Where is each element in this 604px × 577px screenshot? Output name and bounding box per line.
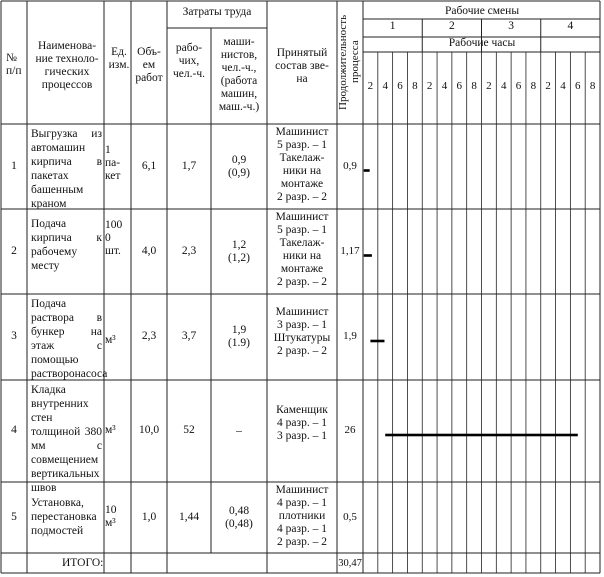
gantt-bar xyxy=(385,434,578,437)
hour-label: 8 xyxy=(412,80,418,92)
row-unit: 100 0 шт. xyxy=(105,219,123,257)
header-unit: Ед. изм. xyxy=(108,46,130,71)
hour-label: 2 xyxy=(426,80,433,92)
header-labor-workers: рабо- чих, чел.-ч. xyxy=(173,42,205,80)
header-volume: Объ- ем работ xyxy=(135,46,163,84)
total-label: ИТОГО: xyxy=(62,557,104,569)
row-workers: 1,44 xyxy=(178,510,200,523)
row-num: 3 xyxy=(11,330,17,342)
hour-label: 2 xyxy=(367,80,374,92)
header-labor-machinists: маши- нистов, чел.-ч., (работа машин, маш.-ч.) xyxy=(218,36,260,113)
hour-label: 8 xyxy=(589,80,596,92)
row-volume: 1,0 xyxy=(141,510,157,523)
header-num: № п/п xyxy=(6,52,22,77)
row-process: Выгрузка из автомашин кирпича в пакетах башенным краном xyxy=(31,128,102,210)
row-process: Подача раствора в бункер на этаж с помощью растворонасоса xyxy=(31,298,108,380)
row-workers: 3,7 xyxy=(181,330,197,342)
row-workers: 52 xyxy=(183,424,195,436)
hour-label: 2 xyxy=(545,80,551,92)
row-crew: Машинист 3 разр. – 1 Штукатуры 2 разр. – 2 xyxy=(273,306,331,357)
row-duration: 0,5 xyxy=(343,510,357,523)
gantt-bar xyxy=(364,254,372,257)
row-duration: 0,9 xyxy=(343,159,357,172)
hour-label: 4 xyxy=(441,80,448,92)
header-crew: Принятый состав зве- на xyxy=(275,47,329,85)
row-crew: Машинист 5 разр. – 1 Такелаж- ники на монтаже 2 разр. – 2 xyxy=(275,211,329,288)
gantt-bar xyxy=(370,340,384,343)
hour-label: 4 xyxy=(500,80,507,92)
total-duration: 30,47 xyxy=(338,558,362,569)
row-machinists: 1,9 (1.9) xyxy=(227,324,251,349)
row-machinists: 1,2 (1,2) xyxy=(227,238,251,264)
row-crew: Машинист 5 разр. – 1 Такелаж- ники на монтаже 2 разр. – 2 xyxy=(275,126,329,203)
shift-label: 2 xyxy=(449,20,455,32)
row-num: 4 xyxy=(11,424,17,436)
hour-label: 6 xyxy=(397,80,403,92)
gantt-bar xyxy=(364,169,370,172)
row-machinists: – xyxy=(236,424,242,437)
row-unit: 1 па- кет xyxy=(105,144,121,182)
hour-label: 8 xyxy=(530,80,537,92)
row-volume: 10,0 xyxy=(138,424,160,436)
hour-label: 6 xyxy=(575,80,581,92)
row-process: Подача кирпича к рабочему месту xyxy=(31,218,102,272)
row-unit: м³ xyxy=(105,334,116,346)
hour-label: 4 xyxy=(382,80,388,92)
row-duration: 1,17 xyxy=(340,244,360,257)
row-num: 2 xyxy=(11,244,17,257)
row-num: 1 xyxy=(11,159,17,172)
header-shifts-title: Рабочие смены xyxy=(444,5,520,17)
hour-label: 6 xyxy=(515,80,522,92)
row-machinists: 0,9 (0,9) xyxy=(227,153,251,179)
row-process: Установка, перестановка подмостей xyxy=(31,497,97,537)
row-volume: 2,3 xyxy=(141,330,157,342)
shift-label: 3 xyxy=(508,20,514,32)
row-duration: 26 xyxy=(344,424,356,436)
row-crew: Каменщик 4 разр. – 1 3 разр. – 1 xyxy=(276,404,328,442)
row-unit: м³ xyxy=(105,424,116,436)
row-workers: 2,3 xyxy=(181,244,197,257)
row-workers: 1,7 xyxy=(181,159,197,172)
row-crew: Машинист 4 разр. – 1 плотники 4 разр. – 1 2 разр. – 2 xyxy=(275,484,329,548)
header-duration: Продолжительность процесса xyxy=(337,14,361,110)
header-process: Наименова- ние техноло- гических процессов xyxy=(35,40,99,91)
hour-label: 4 xyxy=(560,80,566,92)
row-volume: 6,1 xyxy=(141,159,157,172)
row-duration: 1,9 xyxy=(343,330,357,342)
hour-label: 2 xyxy=(486,80,492,92)
row-num: 5 xyxy=(11,510,17,523)
hour-label: 6 xyxy=(456,80,463,92)
header-hours-title: Рабочие часы xyxy=(448,37,516,49)
shift-label: 4 xyxy=(567,20,574,32)
header-labor-title: Затраты труда xyxy=(182,6,252,18)
row-process: Кладка внутренних стен толщиной 380 мм с совмещением вертикальных швов xyxy=(31,384,102,494)
row-unit: 10 м³ xyxy=(105,504,117,529)
row-volume: 4,0 xyxy=(141,244,157,257)
shift-label: 1 xyxy=(389,20,396,32)
row-machinists: 0,48 (0,48) xyxy=(225,504,253,530)
hour-label: 8 xyxy=(471,80,477,92)
